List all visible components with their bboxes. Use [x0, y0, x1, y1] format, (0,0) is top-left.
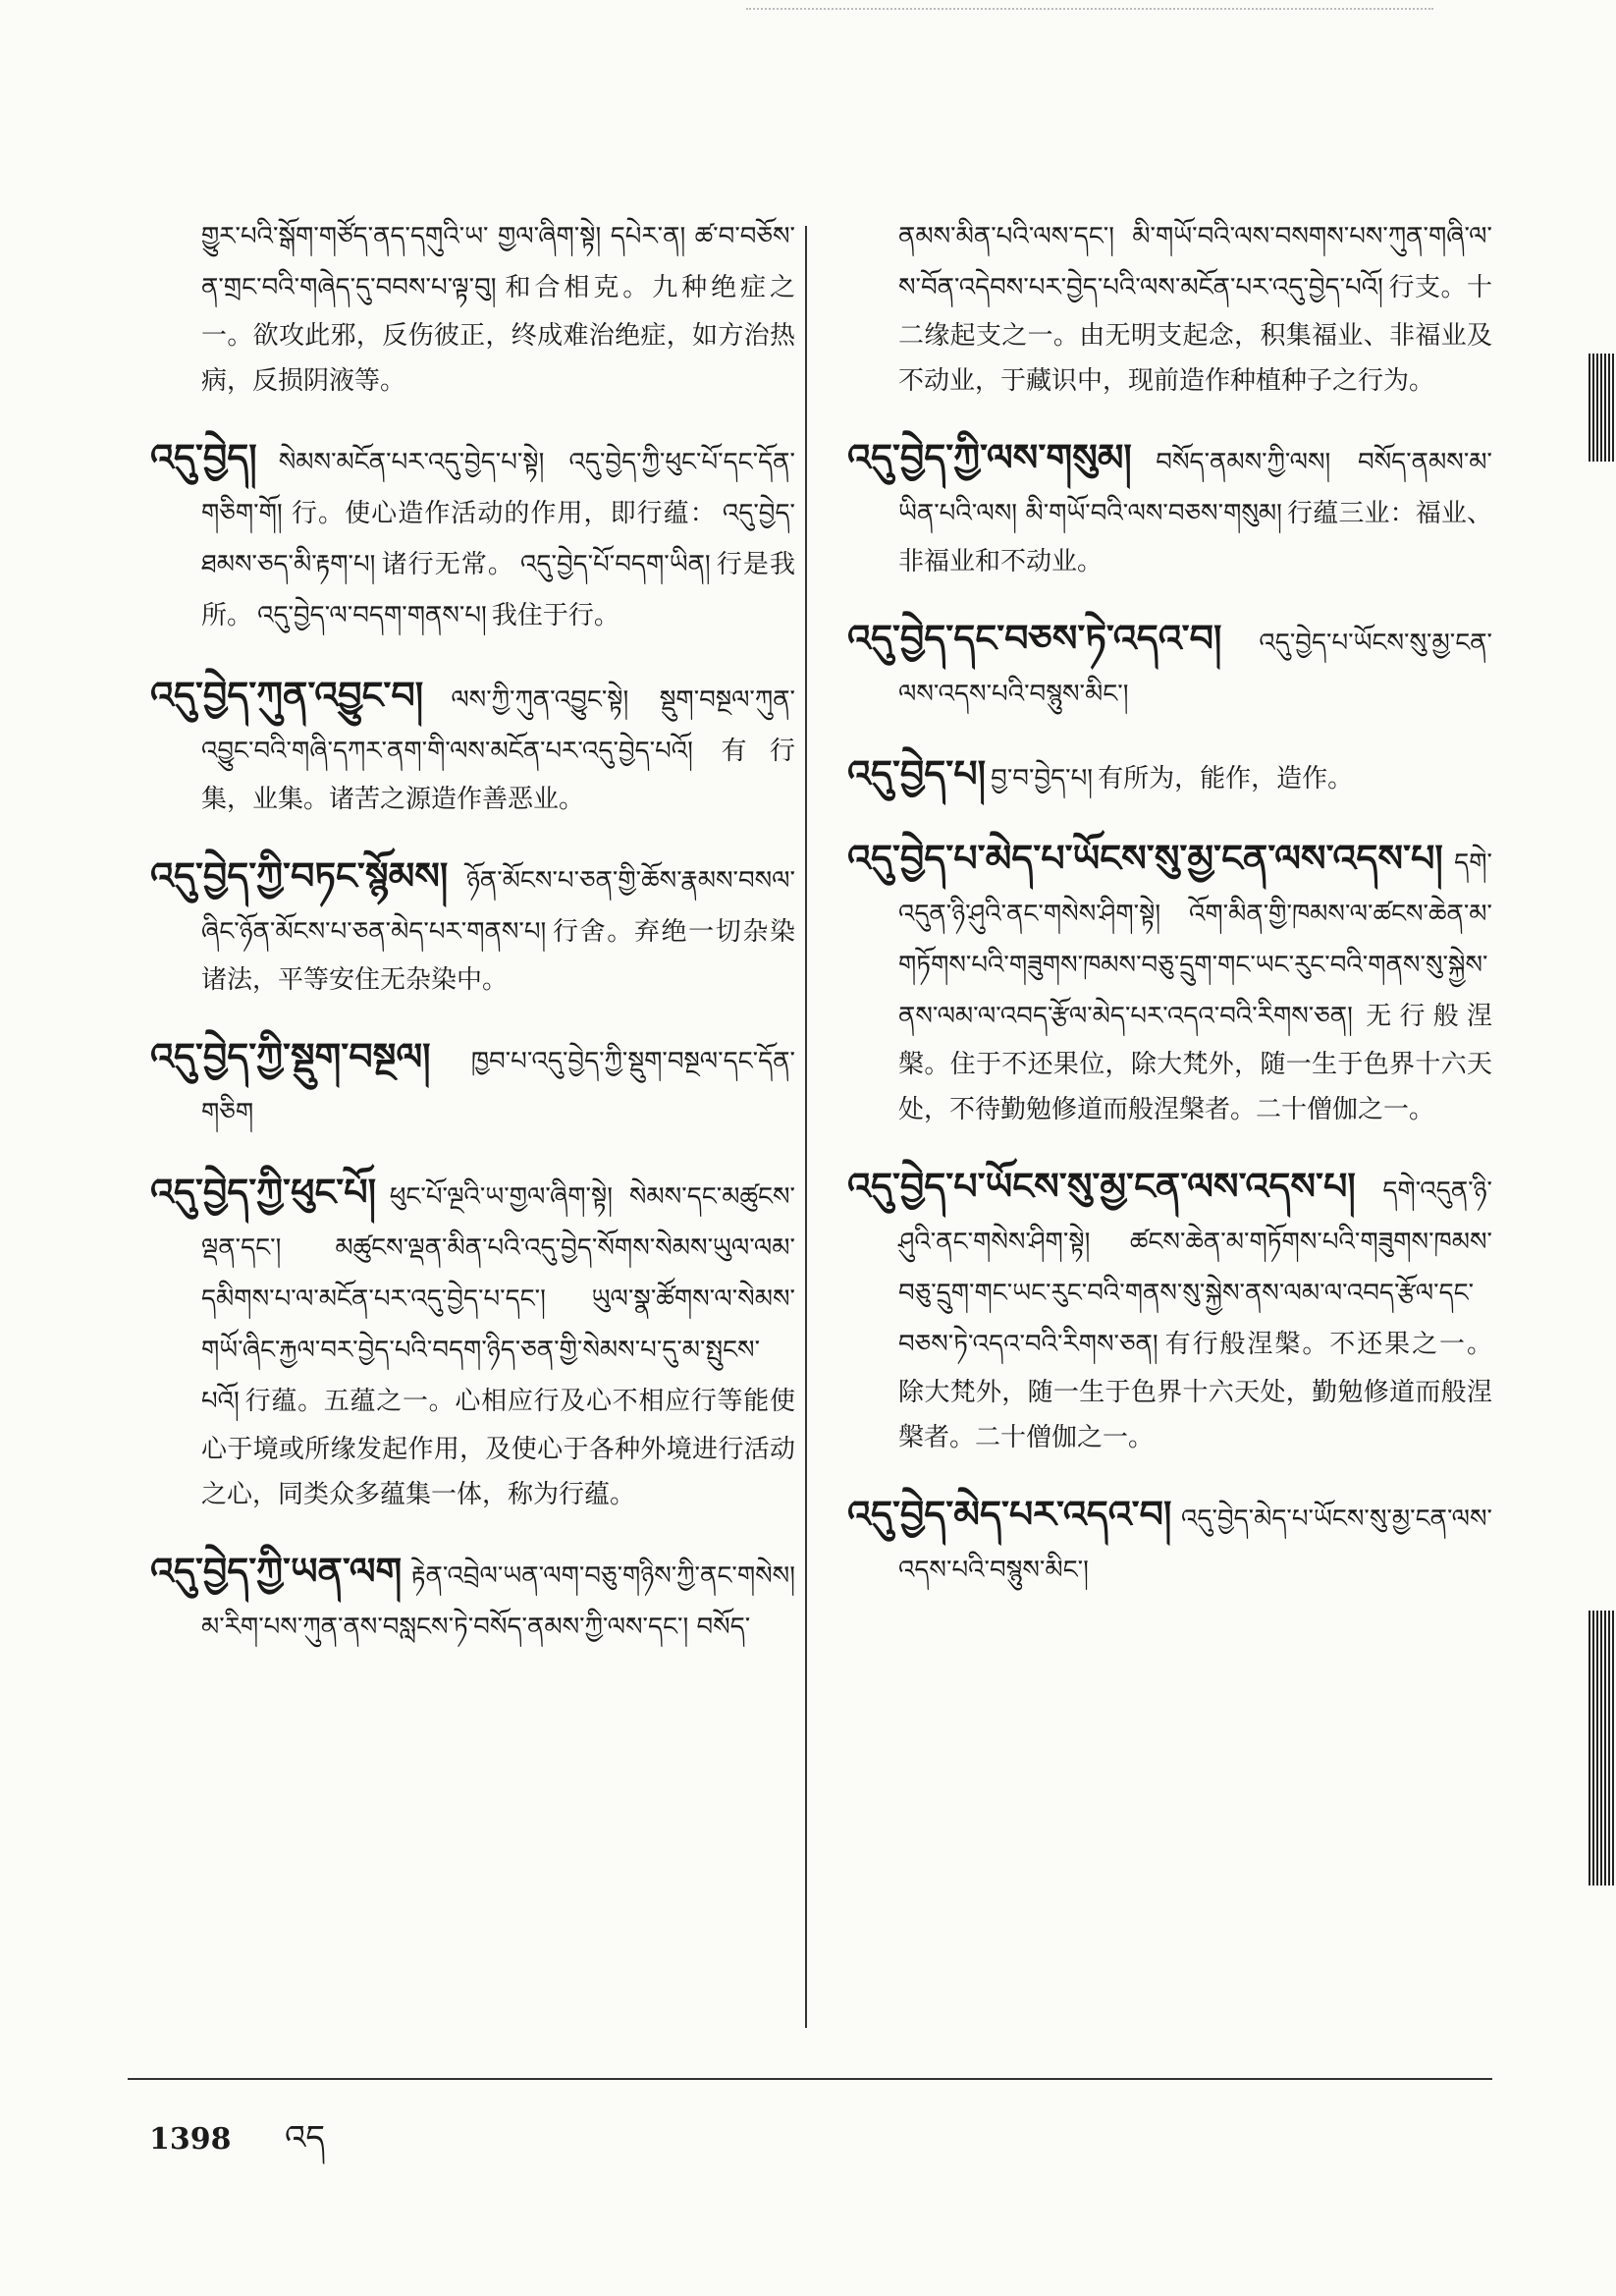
entry: [150, 1028, 795, 1138]
entry: [847, 745, 1492, 804]
section-letter: འད: [284, 2118, 326, 2158]
tibetan-definition: འདུ་བྱེད་པ་ཡོངས་སུ་མྱ་ངན་ལས་འདས་པའི་བསྙུས་མིང་།: [898, 629, 1492, 709]
chinese-definition: 行舍。弃绝一切杂染诸法，平等安住无杂染中。: [201, 917, 795, 995]
chinese-example: 行是我所。: [201, 550, 795, 630]
page-footer: [149, 2100, 325, 2194]
page-number: 1398: [149, 2122, 232, 2157]
headword: འདུ་བྱེད་ཀྱི་སྡུག་བསྔལ།: [150, 1034, 431, 1078]
headword: འདུ་བྱེད་ཀུན་འབྱུང་བ།: [150, 673, 424, 717]
column-divider: [805, 226, 807, 2028]
top-scan-artifact: [746, 8, 1433, 11]
footer-rule: [128, 2078, 1492, 2080]
headword: འདུ་བྱེད།: [150, 435, 257, 479]
edge-tab-mark: [1589, 354, 1616, 462]
chinese-definition: 和合相克。九种绝症之一。欲攻此邪，反伤彼正，终成难治绝症，如方治热病，反损阴液等。: [201, 273, 795, 396]
chinese-definition: 有行集，业集。诸苦之源造作善恶业。: [201, 737, 795, 814]
tibetan-definition: རྟེན་འབྲེལ་ཡན་ལག་བཅུ་གཉིས་ཀྱི་ནང་གསེས། མ་རིག་པས་ཀུན་ནས་བསླངས་ཏེ་བསོད་ནམས་ཀྱི་ལས་དང་། བསོད་: [201, 1561, 795, 1642]
entry: [150, 1543, 795, 1653]
chinese-definition: 有行般涅槃。不还果之一。除大梵外，随一生于色界十六天处，勤勉修道而般涅槃者。二十僧伽之一。: [898, 1330, 1492, 1452]
chinese-definition: 行蕴。五蕴之一。心相应行及心不相应行等能使心于境或所缘发起作用，及使心于各种外境进行活动之心，同类众多蕴集一体，称为行蕴。: [201, 1387, 795, 1509]
entry: [847, 429, 1492, 584]
tibetan-definition: བྱ་བ་བྱེད་པ།: [991, 764, 1094, 793]
tibetan-definition: གྱུར་པའི་སྒོག་གཙོད་ནད་དགུའི་ཡ་ གྱལ་ཞིག་སྟེ། དཔེར་ན། ཚ་བ་བཅོས་ན་གྲང་བའི་གཞེད་དུ་བབས་པ་ལྟ་བུ།: [201, 222, 795, 302]
entry: [150, 847, 795, 1003]
chinese-definition: 无行般涅槃。住于不还果位，除大梵外，随一生于色界十六天处，不待勤勉修道而般涅槃者。二十僧伽之一。: [898, 1002, 1492, 1124]
headword: འདུ་བྱེད་མེད་པར་འདའ་བ།: [847, 1492, 1172, 1536]
entry: [847, 1486, 1492, 1596]
tibetan-example: འདུ་བྱེད་ཐམས་ཅད་མི་རྟག་པ།: [201, 499, 795, 579]
headword: འདུ་བྱེད་པ་མེད་པ་ཡོངས་སུ་མྱ་ངན་ལས་འདས་པ།: [847, 836, 1443, 880]
tibetan-definition: སེམས་མངོན་པར་འདུ་བྱེད་པ་སྟེ། འདུ་བྱེད་ཀྱི་ཕུང་པོ་དང་དོན་གཅིག་གོ།: [201, 448, 795, 528]
tibetan-definition: འདུ་བྱེད་མེད་པ་ཡོངས་སུ་མྱ་ངན་ལས་འདས་པའི་བསྙུས་མིང་།: [898, 1504, 1492, 1585]
tibetan-definition: དགེ་འདུན་ཉི་ཤུའི་ནང་གསེས་ཤིག་སྟེ། ཚངས་ཆེན་མ་གཏོགས་པའི་གཟུགས་ཁམས་བཅུ་དྲུག་གང་ཡང་རུང་བའི་གནས་སུ་སྐྱེས་ནས་ལམ་ལ་འབད་རྩོལ་དང་བཅས་ཏེ་འདའ་བའི་རིགས་ཅན།: [898, 1176, 1492, 1359]
chinese-definition: 行蕴三业：福业、非福业和不动业。: [898, 499, 1492, 576]
tibetan-definition: ནམས་མིན་པའི་ལས་དང་། མི་གཡོ་བའི་ལས་བསགས་པས་ཀུན་གཞི་ལ་ས་བོན་འདེབས་པར་བྱེད་པའི་ལས་མངོན་པར་འདུ་བྱེད་པའོ།: [898, 222, 1492, 302]
headword: འདུ་བྱེད་དང་བཅས་ཏེ་འདའ་བ།: [847, 616, 1222, 660]
headword: འདུ་བྱེད་ཀྱི་བཏང་སྙོམས།: [150, 853, 449, 898]
entry: [150, 1164, 795, 1517]
chinese-example: 诸行无常。: [381, 550, 514, 579]
tibetan-definition: བསོད་ནམས་ཀྱི་ལས། བསོད་ནམས་མ་ཡིན་པའི་ལས། མི་གཡོ་བའི་ལས་བཅས་གསུམ།: [898, 448, 1492, 528]
tibetan-definition: ཕུང་པོ་ལྔའི་ཡ་གྱལ་ཞིག་སྟེ། སེམས་དང་མཚུངས་ལྡན་དང་། མཚུངས་ལྡན་མིན་པའི་འདུ་བྱེད་སོགས་སེམས་ཡུལ་ལམ་དམིགས་པ་ལ་མངོན་པར་འདུ་བྱེད་པ་དང་། ཡུལ་སྣ་ཚོགས་ལ་སེམས་གཡོ་ཞིང་རྐྱལ་བར་བྱེད་པའི་བདག་ཉིད་ཅན་གྱི་སེམས་པ་དུ་མ་སྤུངས་པའོ།: [201, 1182, 795, 1416]
headword: འདུ་བྱེད་ཀྱི་ཕུང་པོ།: [150, 1170, 377, 1214]
entry: [847, 1158, 1492, 1460]
headword: འདུ་བྱེད་ཀྱི་ལས་གསུམ།: [847, 435, 1132, 479]
entry: [150, 667, 795, 822]
entry: [150, 429, 795, 641]
headword: འདུ་བྱེད་པ།: [847, 751, 987, 795]
headword: འདུ་བྱེད་པ་ཡོངས་སུ་མྱ་ངན་ལས་འདས་པ།: [847, 1164, 1356, 1208]
entry: [201, 211, 795, 404]
tibetan-definition: ལས་ཀྱི་ཀུན་འབྱུང་སྟེ། སྡུག་བསྔལ་ཀུན་འབྱུང་བའི་གཞི་དཀར་ནག་གི་ལས་མངོན་པར་འདུ་བྱེད་པའོ།: [201, 685, 795, 766]
edge-tab-mark: [1589, 1611, 1616, 1886]
left-column: [150, 211, 795, 1678]
tibetan-example: འདུ་བྱེད་པོ་བདག་ཡིན།: [520, 550, 711, 579]
chinese-example: 我住于行。: [491, 601, 619, 630]
headword: འདུ་བྱེད་ཀྱི་ཡན་ལག: [150, 1549, 403, 1593]
tibetan-definition: དགེ་འདུན་ཉི་ཤུའི་ནང་གསེས་ཤིག་སྟེ། འོག་མིན་གྱི་ཁམས་ལ་ཚངས་ཆེན་མ་གཏོགས་པའི་གཟུགས་ཁམས་བཅུ་དྲུག་གང་ཡང་རུང་བའི་གནས་སུ་སྐྱེས་ནས་ལམ་ལ་འབད་རྩོལ་མེད་པར་འདའ་བའི་རིགས་ཅན།: [898, 848, 1492, 1031]
tibetan-definition: ཁྱབ་པ་འདུ་བྱེད་ཀྱི་སྡུག་བསྔལ་དང་དོན་གཅིག: [201, 1047, 795, 1127]
chinese-definition: 行。使心造作活动的作用，即行蕴：: [292, 499, 717, 528]
entry: [847, 830, 1492, 1132]
tibetan-example: འདུ་བྱེད་ལ་བདག་གནས་པ།: [257, 601, 487, 630]
right-column: [847, 211, 1492, 1621]
tibetan-definition: ཉོན་མོངས་པ་ཅན་གྱི་ཆོས་རྣམས་བསལ་ཞིང་ཉོན་མོངས་པ་ཅན་མེད་པར་གནས་པ།: [201, 866, 795, 947]
entry: [847, 610, 1492, 720]
entry: [898, 211, 1492, 404]
chinese-definition: 有所为，能作，造作。: [1098, 764, 1354, 793]
chinese-definition: 行支。十二缘起支之一。由无明支起念，积集福业、非福业及不动业，于藏识中，现前造作种植种子之行为。: [898, 273, 1492, 396]
